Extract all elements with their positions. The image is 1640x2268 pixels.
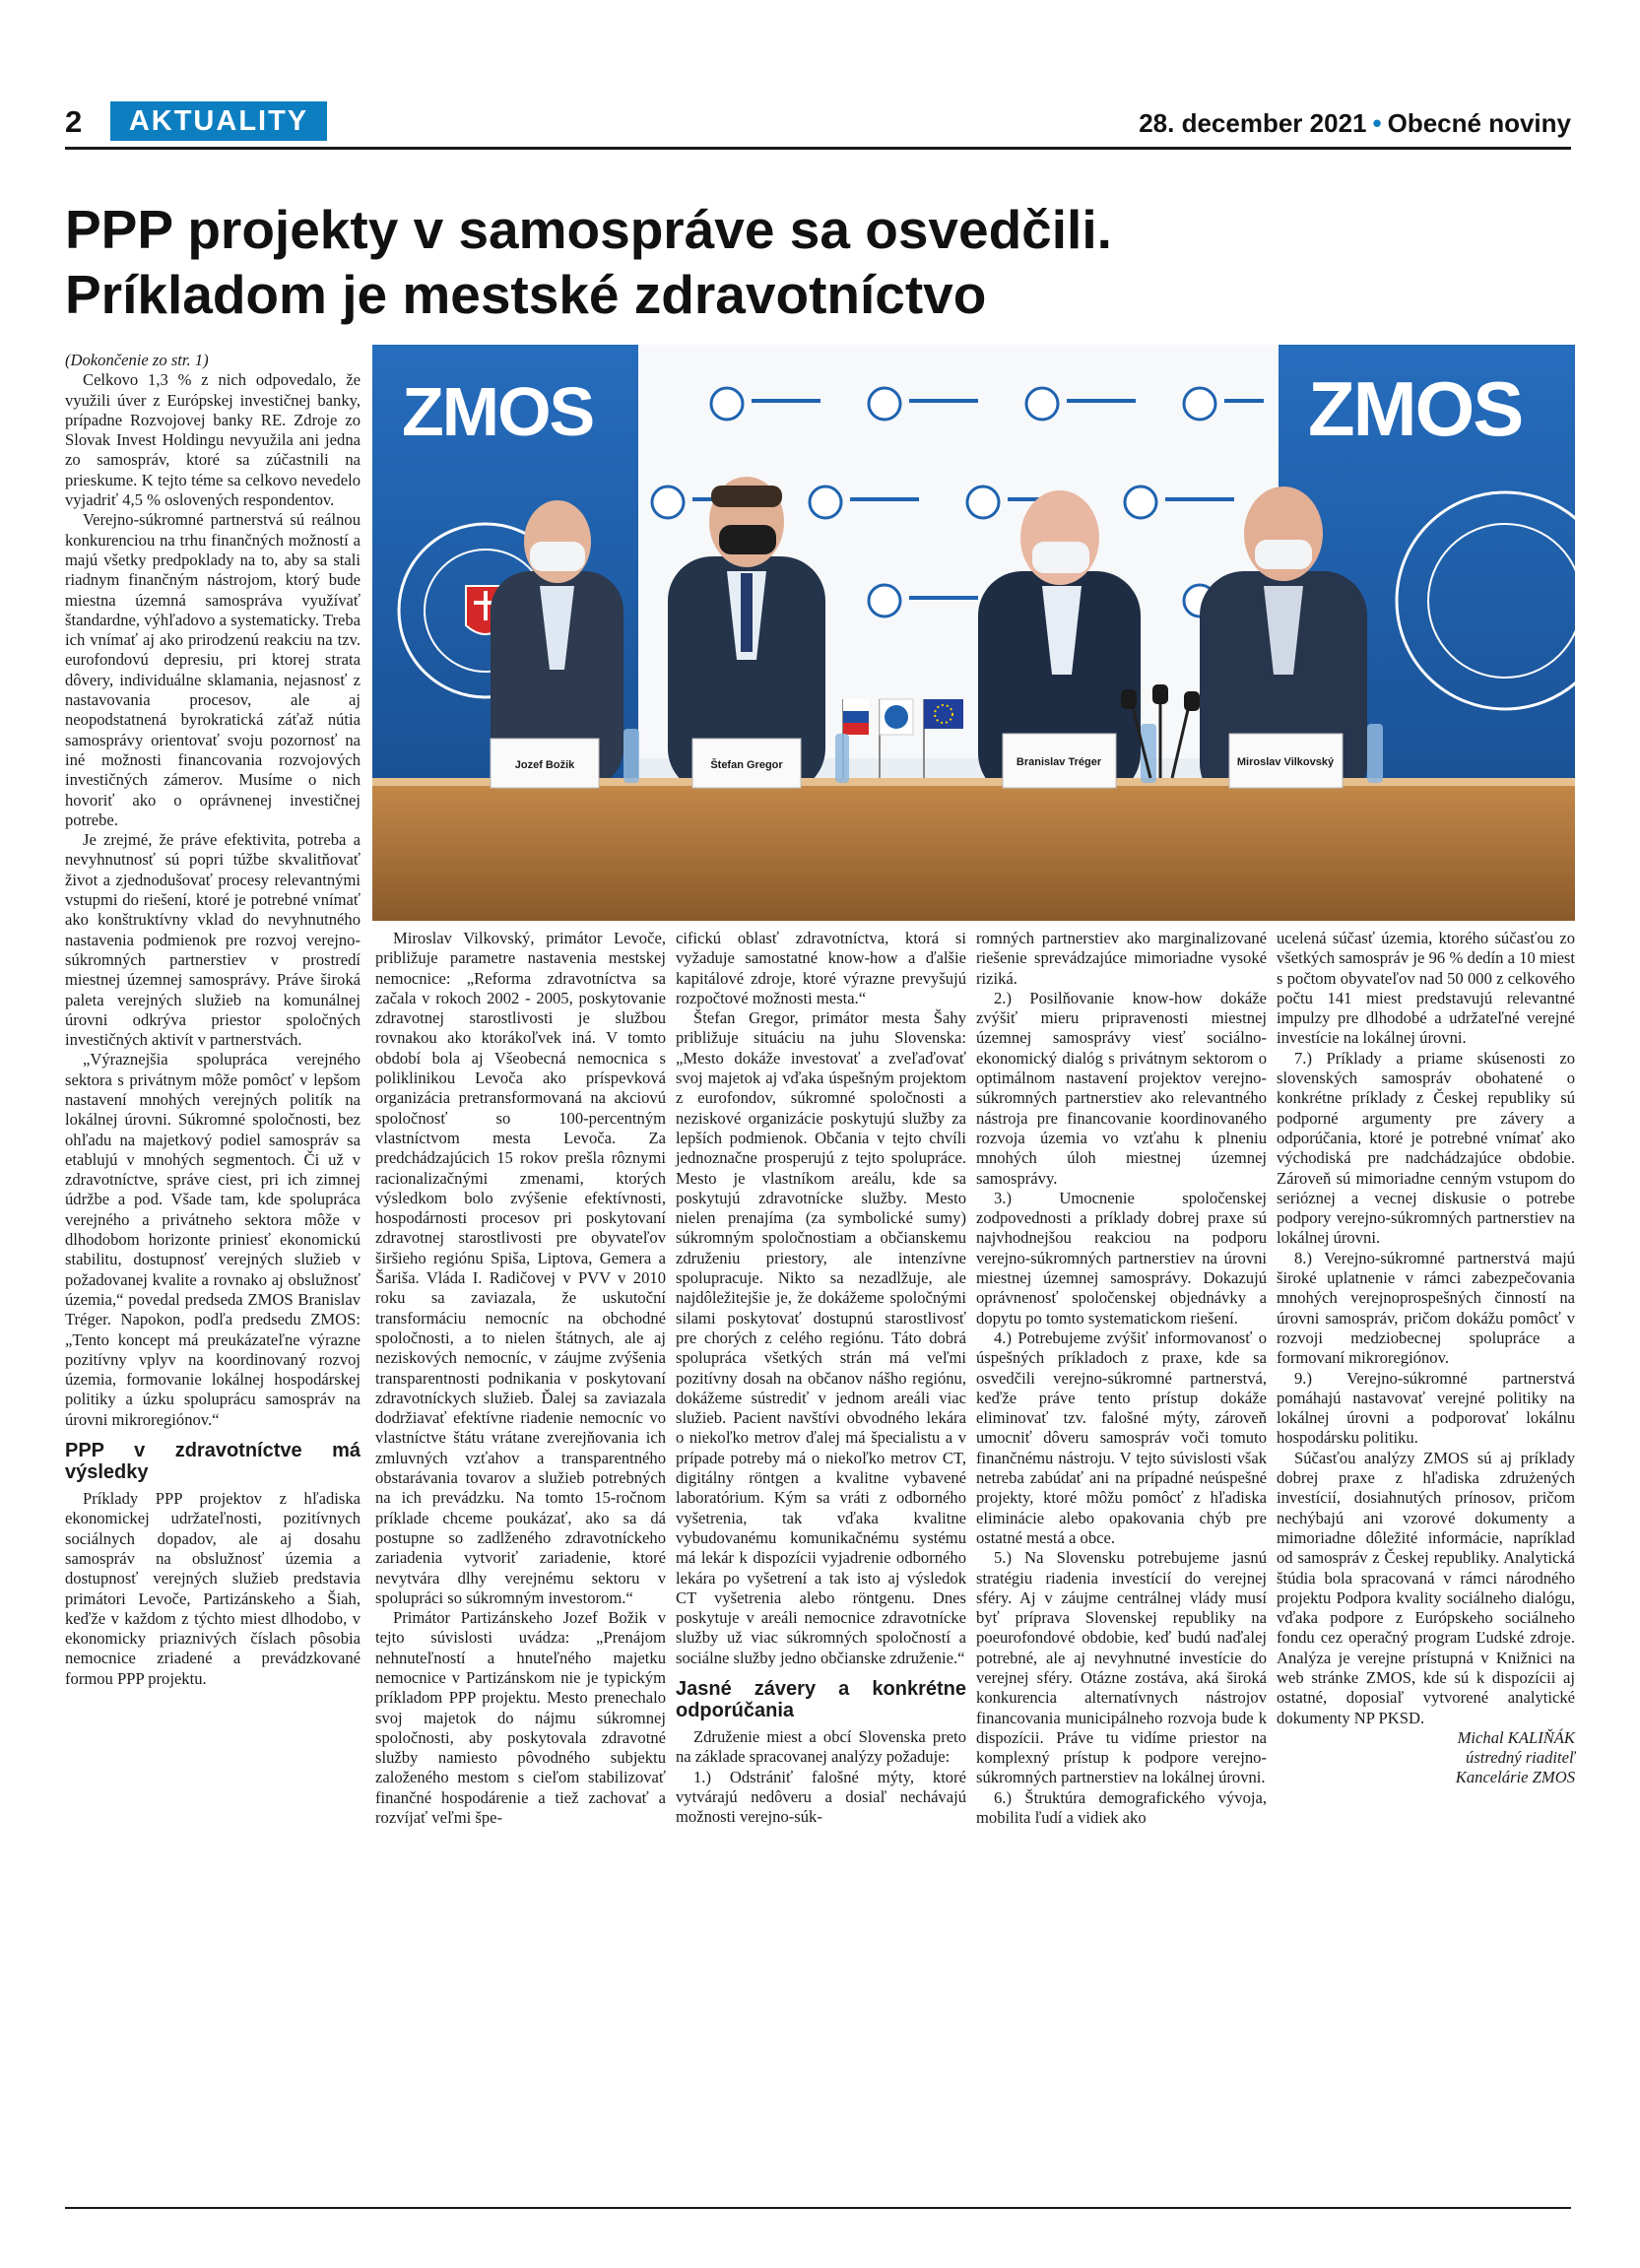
- continuation-note: (Dokončenie zo str. 1): [65, 351, 209, 369]
- bottom-rule: [65, 2207, 1571, 2209]
- column-3: [676, 929, 966, 1827]
- paragraph: 8.) Verejno-súkromné partnerstvá majú široké uplatnenie v rámci zabezpečovania mnohých verejnoprospešných činností na úrovni samospráv, pričom dokážu pomôcť v rozvoji medziobecnej spolupráce a formovaní mikroregiónov.: [1277, 1248, 1575, 1368]
- paragraph: Miroslav Vilkovský, primátor Levoče, približuje parametre nastavenia mestskej nemocnice: „Reforma zdravotníctva sa začala v rokoch 2002 - 2005, poskytovanie zdravotnej starostlivosti je službou rovnakou ako ktorákoľvek iná. V tomto období bola aj Všeobecná nemocnica s poliklinikou Levoča ako príspevková organizácia pretransformovaná na akciovú spoločnosť so 100-percentným vlastníctvom mesta Levoča. Za predchádzajúcich 15 rokov prešla rôznymi racionalizačnými zmenami, ktorých výsledkom bolo zvýšenie efektívnosti, hospodárnosti procesov pri poskytovaní zdravotnej starostlivosti pre obyvateľov širšieho regiónu Spiša, Liptova, Gemera a Šariša. Vláda I. Radičovej v PVV v 2010 roku sa zaviazala, že uskutoční transformáciu nemocníc na obchodné spoločnosti, a to nielen štátnych, ale aj neziskových nemocníc, v záujme zvýšenia transparentnosti podnikania v poskytovaní zdravotníckych služieb. Ďalej sa zaviazala dodržiavať efektívne riadenie nemocníc vo vlastníctve štátu vrátane zverejňovania ich zmluvných vzťahov a transparentného obstarávania tovarov a služieb potrebných na ich prevádzku. Na tomto 15-ročnom príklade chceme poukázať, ako sa dá postupne so zadlženého zdravotníckeho zariadenia vytvoriť zariadenie, ktoré nevytvára dlhy verejnému sektoru v spolupráci so súkromným investorom.“: [375, 929, 666, 1607]
- column-4: [976, 929, 1267, 1828]
- column-5: [1277, 929, 1575, 1788]
- paragraph: romných partnerstiev ako marginalizované riešenie sprevádzajúce mimoriadne vysoké riziká.: [976, 929, 1267, 988]
- paragraph: 9.) Verejno-súkromné partnerstvá pomáhajú nastavovať verejné politiky na lokálnej úrovni a podporovať lokálnu hospodársku politiku.: [1277, 1368, 1575, 1448]
- paragraph: Je zrejmé, že práve efektivita, potreba a nevyhnutnosť sú popri túžbe skvalitňovať život a zjednodušovať procesy relevantnými vstupmi do riešení, ktoré je potrebné vnímať ako konštruktívny vklad do nevyhnutného nastavenia podmienok pre rozvoj verejno-súkromných partnerstiev v prostredí miestnej územnej samosprávy. Práve široká paleta verejných služieb na komunálnej úrovni odkrýva priestor spoločných investičných aktivít v partnerstvách.: [65, 830, 361, 1050]
- paragraph: Celkovo 1,3 % z nich odpovedalo, že využili úver z Európskej investičnej banky, prípadne Rozvojovej banky RE. Zdroje zo Slovak Invest Holdingu nevyužila ani jedna zo samospráv, ktoré sa zúčastnili na prieskume. K tejto téme sa celkovo nevedelo vyjadriť 4,5 % oslovených respondentov.: [65, 370, 361, 510]
- nameplate-1: Jozef Božik: [514, 759, 575, 771]
- column-2: [375, 929, 666, 1828]
- headline-line-2: Príkladom je mestské zdravotníctvo: [65, 264, 987, 325]
- banner-logo-left: ZMOS: [402, 373, 594, 450]
- nameplate-3: Branislav Tréger: [1016, 756, 1102, 768]
- separator-dot: •: [1372, 108, 1382, 138]
- paragraph: 1.) Odstrániť falošné mýty, ktoré vytvárajú nedôveru a dosiaľ nechávajú možnosti verejno-súk-: [676, 1767, 966, 1827]
- subheading: PPP v zdravotníctve má výsledky: [65, 1440, 361, 1484]
- paragraph: 2.) Posilňovanie know-how dokáže zvýšiť mieru pripravenosti miestnej územnej samosprávy viesť sociálno-ekonomický dialóg s privátnym sektorom o optimálnom nastavení projektov verejno-súkromných partnerstiev ako relevantného nástroja pre financovanie koordinovaného rozvoja územia vo vzťahu k plneniu mnohých úloh miestnej územnej samosprávy.: [976, 988, 1267, 1188]
- paragraph: 6.) Štruktúra demografického vývoja, mobilita ľudí a vidiek ako: [976, 1787, 1267, 1828]
- article-headline: [65, 197, 1602, 327]
- nameplate-2: Štefan Gregor: [710, 759, 783, 771]
- paragraph: Súčasťou analýzy ZMOS sú aj príklady dobrej praxe z hľadiska zdrużených investícií, dosiahnutých prínosov, pričom nechýbajú ani vzorové dokumenty a mimoriadne dôležité informácie, napríklad od samospráv z Českej republiky. Analytická štúdia bola spracovaná v rámci národného projektu Podpora kvality sociálneho dialógu, vďaka podpore z Európskeho sociálneho fondu cez operačný program Ľudské zdroje. Analýza je verejne prístupná v Knižnici na web stránke ZMOS, kde sú k dispozícii aj ostatné, doposiaľ vytvorené analytické dokumenty NP PKSD.: [1277, 1448, 1575, 1727]
- author-name: Michal KALIŇÁK: [1457, 1727, 1575, 1747]
- paragraph: 4.) Potrebujeme zvýšiť informovanosť o úspešných príkladoch z praxe, kde sa osvedčili verejno-súkromné partnerstvá, keďže práve tento prístup dokáže eliminovať tzv. falošné mýty, zároveň umocniť dôveru samospráv voči tomuto finančnému nástroju. V tejto súvislosti však netreba zabúdať ani na prípadné neúspešné projekty, ktoré môžu pomôcť z hľadiska eliminácie alebo opakovania chýb pre ostatné mestá a obce.: [976, 1328, 1267, 1547]
- paragraph: ucelená súčasť územia, ktorého súčasťou zo všetkých samospráv je 96 % dedín a 10 miest s počtom obyvateľov nad 50 000 z celkového počtu 141 miest predstavujú relevantné impulzy pre dlhodobé a udržateľné verejné investície na lokálnej úrovni.: [1277, 929, 1575, 1048]
- section-tag: AKTUALITY: [110, 101, 327, 141]
- paragraph: 5.) Na Slovensku potrebujeme jasnú stratégiu riadenia investícií do verejnej sféry. Aj v záujme centrálnej vlády musí byť príprava Slovenskej republiky na poeurofondové obdobie, keď budú naďalej potrebné, ale aj nevyhnutné investície do verejnej sféry. Otázne zostáva, aká široká konkurencia alternatívnych nástrojov financovania municipálneho rozvoja bude k dispozícii. Práve tu vidíme priestor na komplexný prístup k podpore verejno-súkromných partnerstiev na lokálnej úrovni.: [976, 1548, 1267, 1787]
- author-title: ústredný riaditeľ: [1466, 1748, 1575, 1768]
- author-office: Kancelárie ZMOS: [1455, 1768, 1575, 1787]
- paragraph: Príklady PPP projektov z hľadiska ekonomickej udržateľnosti, pozitívnych sociálnych dopadov, ale aj dosahu samospráv na obslužnosť územia a dostupnosť verejných služieb predstavia primátori Levoče, Partizánskeho a Šiah, keďže v každom z týchto miest dlhodobo, v ekonomicky priaznivých číslach pôsobia nemocnice zriadené a prevádzkované formou PPP projektu.: [65, 1489, 361, 1688]
- banner-logo-right: ZMOS: [1308, 365, 1523, 452]
- nameplate-4: Miroslav Vilkovský: [1236, 756, 1335, 768]
- paragraph: Združenie miest a obcí Slovenska preto na základe spracovanej analýzy požaduje:: [676, 1726, 966, 1767]
- paragraph: Verejno-súkromné partnerstvá sú reálnou konkurenciou na trhu finančných možností a majú všetky predpoklady na to, aby sa stali riadnym finančným nástrojom, ktorý bude miestna územná samospráva využívať štandardne, výhľadovo a systematicky. Treba ich vnímať aj ako prirodzenú reakciu na tzv. eurofondovú depresiu, pri ktorej strata dôvery, individuálne sklamania, nejasnosť z nastavovania procesov, ale aj neopodstatnená byrokratická záťaž nútia samosprávy orientovať svoju pozornosť na iné možnosti financovania rozvojových investičných zámerov. Musíme o nich hovoriť ako o oprávnenej investičnej potrebe.: [65, 510, 361, 829]
- press-conference-photo: [372, 345, 1575, 921]
- headline-line-1: PPP projekty v samospráve sa osvedčili.: [65, 199, 1112, 260]
- paragraph: 7.) Príklady a priame skúsenosti zo slovenských samospráv obohatené o konkrétne príklady z Českej republiky sú podporné argumenty pre závery a odporúčania, ktoré je potrebné vnímať ako východiská pre nadchádzajúce obdobie. Zároveň sú mimoriadne cenným vstupom do serióznej a vecnej diskusie o potrebe podpory verejno-súkromných partnerstiev na lokálnej úrovni.: [1277, 1048, 1575, 1248]
- page-number: 2: [65, 104, 83, 139]
- subheading: Jasné závery a konkrétne odporúčania: [676, 1677, 966, 1721]
- paragraph: cifickú oblasť zdravotníctva, ktorá si vyžaduje samostatné know-how a ďalšie kapitálové zdroje, ktoré výrazne prevyšujú rozpočtové možnosti mesta.“: [676, 929, 966, 1007]
- column-1: [65, 351, 361, 2192]
- paragraph: Štefan Gregor, primátor mesta Šahy približuje situáciu na juhu Slovenska: „Mesto dokáže investovať a zveľaďovať svoj majetok aj vďaka úspešným projektom z eurofondov, súkromné spoločnosti a neziskové organizácie poskytujú služby za lepších podmienok. Občania v tejto chvíli jednoznačne prosperujú z tejto spolupráce. Mesto je vlastníkom areálu, kde sa poskytujú zdravotnícke služby. Mesto nielen prenajíma (za symbolické sumy) súkromným spoločnostiam a občianskemu združeniu priestory, ale intenzívne spolupracuje. Nikto sa nezadlžuje, ale najdôležitejšie je, že dokážeme spoločnými silami poskytovať dostupnú starostlivosť pre chorých z celého regiónu. Táto dobrá spolupráca všetkých strán má veľmi pozitívny dosah na občanov nášho regiónu, dokážeme sústrediť v jednom areáli viac služieb. Pacient navštívi obvodného lekára o niekoľko metrov ďalej má špecialistu a v prípade potreby má o niekoľko metrov CT, digitálny röntgen a kvalitne vybavené laboratórium. Kým sa vráti z odborného vyšetrenia, tak vďaka kvalitne vybudovanému komunikačnému systému má lekár k dispozícii vyjadrenie odborného lekára po vyšetrení a tak isto aj výsledok CT vyšetrenia alebo röntgenu. Dnes poskytuje v areáli nemocnice zdravotnícke služby už viac súkromných spoločností a sociálne služby jedno občianske združenie.“: [676, 1008, 966, 1667]
- issue-info: [1139, 108, 1571, 139]
- paragraph: 3.) Umocnenie spoločenskej zodpovednosti a príklady dobrej praxe sú najvhodnejšou reakciou na podporu verejno-súkromných partnerstiev na úrovni miestnej územnej samosprávy. Dokazujú oprávnenosť spoločenskej objednávky a dopytu po tomto systematickom riešení.: [976, 1188, 1267, 1328]
- issue-date: 28. december 2021: [1139, 108, 1367, 138]
- publication-name: Obecné noviny: [1387, 108, 1571, 138]
- paragraph: Primátor Partizánskeho Jozef Božik v tejto súvislosti uvádza: „Prenájom nehnuteľností a hnuteľného majetku nemocnice v Partizánskom nie je typickým príkladom PPP projektu. Mesto prenechalo svoj majetok do nájmu súkromnej spoločnosti, aby poskytovala zdravotné služby namiesto pôvodného subjektu založeného mestom s cieľom stabilizovať finančné hospodárenie a tiež zachovať a rozvíjať veľmi špe-: [375, 1608, 666, 1828]
- paragraph: „Výraznejšia spolupráca verejného sektora s privátnym môže pomôcť v lepšom nastavení mnohých verejných politík na lokálnej úrovni. Súkromné spoločnosti, bez ohľadu na majetkový podiel samospráv sa etablujú v mnohých segmentoch. Či už v zdravotníctve, správe ciest, pri ich zimnej údržbe a pod. Všade tam, kde spolupráca verejného a privátneho sektora môže v dlhodobom horizonte priniesť ekonomickú stabilitu, dostupnosť verejných služieb v požadovanej kvalite a rovnako aj obslužnosť územia,“ povedal predseda ZMOS Branislav Tréger. Napokon, podľa predsedu ZMOS: „Tento koncept má preukázateľne výrazne pozitívny vplyv na koordinovaný rozvoj územia, formovanie lokálnej hospodárskej politiky a úzku spoluprácu samospráv na úrovni mikroregiónov.“: [65, 1050, 361, 1429]
- photo-illustration: [372, 345, 1575, 921]
- header-rule: [65, 147, 1571, 150]
